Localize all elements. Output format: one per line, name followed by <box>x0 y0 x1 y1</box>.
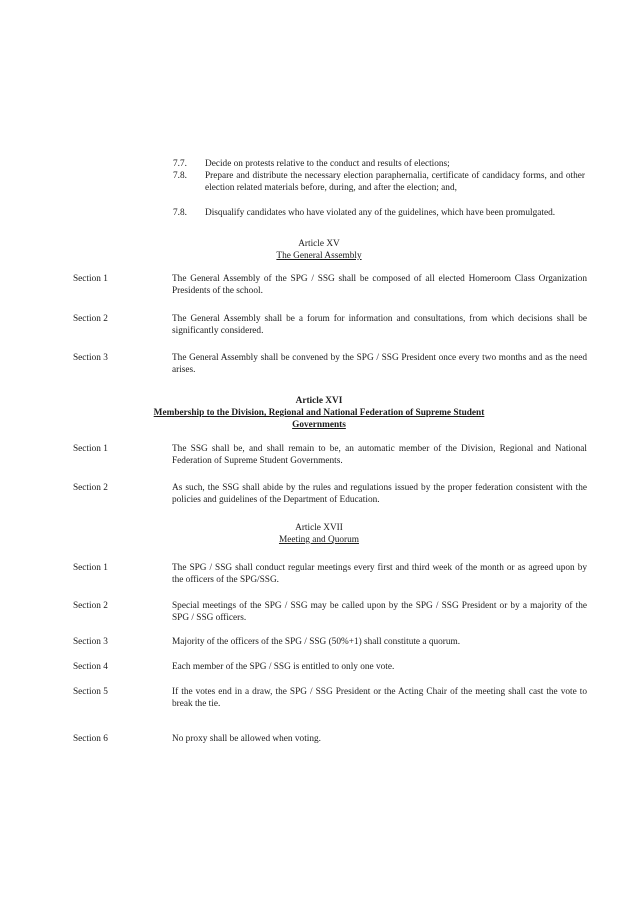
section-text: If the votes end in a draw, the SPG / SSG President or the Acting Chair of the meeting shall cast the vote to break the tie. <box>172 687 587 709</box>
section-label: Section 5 <box>73 687 108 697</box>
section-text: The General Assembly of the SPG / SSG shall be composed of all elected Homeroom Class Organization Presidents of the school. <box>172 274 587 296</box>
item-text: Disqualify candidates who have violated any of the guidelines, which have been promulgated. <box>205 208 556 218</box>
section-text: Each member of the SPG / SSG is entitled to only one vote. <box>172 662 395 672</box>
article-subtitle: Meeting and Quorum <box>278 535 360 545</box>
section-label: Section 2 <box>73 601 108 611</box>
section-label: Section 2 <box>73 314 108 324</box>
section-text: The General Assembly shall be a forum for information and consultations, from which decisions shall be significantly considered. <box>172 314 587 336</box>
section-text: No proxy shall be allowed when voting. <box>172 734 321 744</box>
article-title: Article XVII <box>295 523 343 533</box>
section-label: Section 3 <box>73 637 108 647</box>
article-subtitle: Membership to the Division, Regional and National Federation of Supreme Student <box>153 408 485 418</box>
section-label: Section 4 <box>73 662 108 672</box>
section-text: The General Assembly shall be convened by the SPG / SSG President once every two months and as the need arises. <box>172 353 587 375</box>
article-subtitle: The General Assembly <box>276 251 362 261</box>
article-subtitle-continued: Governments <box>292 420 346 430</box>
item-number: 7.8. <box>173 171 187 181</box>
article-title: Article XV <box>298 239 340 249</box>
section-text: As such, the SSG shall abide by the rules and regulations issued by the proper federation consistent with the policies and guidelines of the Department of Education. <box>172 483 587 505</box>
item-number: 7.7. <box>173 159 187 169</box>
section-text: Special meetings of the SPG / SSG may be called upon by the SPG / SSG President or by a majority of the SPG / SSG officers. <box>172 601 587 623</box>
section-text: Majority of the officers of the SPG / SSG (50%+1) shall constitute a quorum. <box>172 637 461 647</box>
section-text: The SPG / SSG shall conduct regular meetings every first and third week of the month or as agreed upon by the officers of the SPG/SSG. <box>172 563 587 585</box>
item-number: 7.8. <box>173 208 187 218</box>
section-label: Section 6 <box>73 734 108 744</box>
section-label: Section 3 <box>73 353 108 363</box>
article-title: Article XVI <box>295 396 343 406</box>
section-label: Section 1 <box>73 444 108 454</box>
section-text: The SSG shall be, and shall remain to be, an automatic member of the Division, Regional and National Federation of Supreme Student Governments. <box>172 444 587 466</box>
section-label: Section 1 <box>73 274 108 284</box>
section-label: Section 2 <box>73 483 108 493</box>
section-label: Section 1 <box>73 563 108 573</box>
item-text: Decide on protests relative to the conduct and results of elections; <box>205 159 450 169</box>
item-text: Prepare and distribute the necessary election paraphernalia, certificate of candidacy forms, and other election related materials before, during, and after the election; and, <box>205 171 585 193</box>
